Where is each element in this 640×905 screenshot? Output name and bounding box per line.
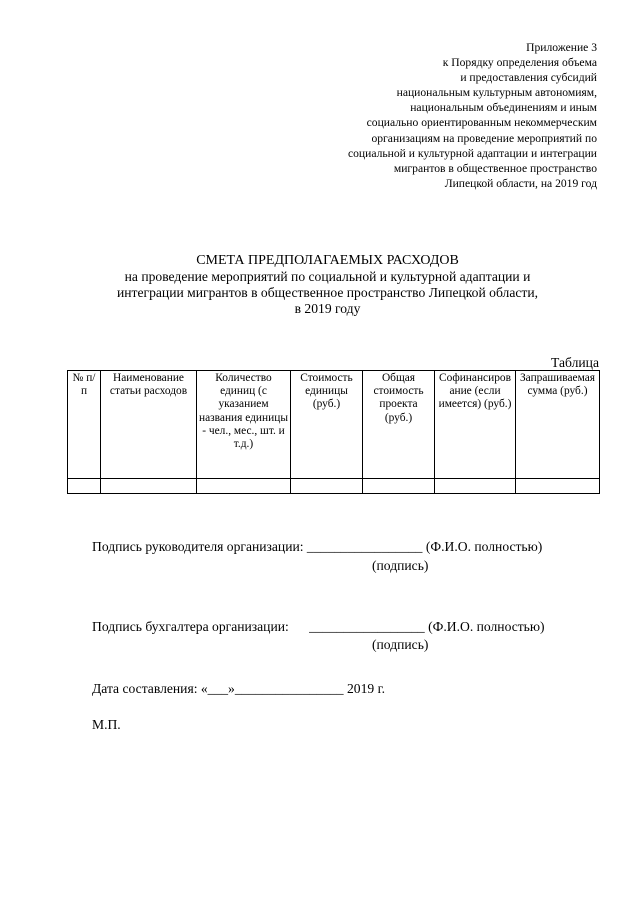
title-line: на проведение мероприятий по социальной и культурной адаптации и (124, 269, 531, 284)
title-line: интеграции мигрантов в общественное пространство Липецкой области, (117, 285, 538, 300)
table-cell (516, 479, 600, 494)
appendix-line: национальным объединениям и иным (410, 101, 597, 115)
appendix-line: Липецкой области, на 2019 год (444, 176, 597, 190)
appendix-line: национальным культурным автономиям, (396, 86, 597, 100)
document-title (80, 253, 575, 317)
header-cell-cofinancing: Софинансирование (если имеется) (руб.) (435, 371, 516, 479)
appendix-line: социальной и культурной адаптации и интеграции (347, 146, 597, 160)
accountant-signature-line: Подпись бухгалтера организации: _________________ (Ф.И.О. полностью) (92, 619, 545, 634)
date-line: Дата составления: «___»________________ 2019 г. (92, 681, 386, 696)
header-cell-requested-sum: Запрашиваемая сумма (руб.) (516, 371, 600, 479)
header-cell-total-cost: Общая стоимость проекта (руб.) (363, 371, 435, 479)
appendix-line: организациям на проведение мероприятий по (371, 131, 597, 145)
accountant-signature-caption: (подпись) (372, 637, 429, 652)
table-cell (435, 479, 516, 494)
title-line: в 2019 году (294, 301, 361, 316)
appendix-line: мигрантов в общественное пространство (393, 161, 597, 175)
stamp-placeholder: М.П. (92, 717, 121, 732)
table-header-row (68, 371, 600, 479)
table-cell (68, 479, 101, 494)
table-cell (291, 479, 363, 494)
table-cell (197, 479, 291, 494)
header-cell-item-name: Наименование статьи расходов (101, 371, 197, 479)
table-cell (363, 479, 435, 494)
title-line: СМЕТА ПРЕДПОЛАГАЕМЫХ РАСХОДОВ (196, 253, 459, 268)
head-signature-line: Подпись руководителя организации: _________________ (Ф.И.О. полностью) (92, 539, 543, 554)
appendix-line: и предоставления субсидий (460, 71, 597, 85)
estimate-table (67, 370, 600, 494)
table-row (68, 479, 600, 494)
header-cell-unit-cost: Стоимость единицы (руб.) (291, 371, 363, 479)
appendix-line: Приложение 3 (526, 41, 597, 54)
header-cell-quantity: Количество единиц (с указанием названия единицы - чел., мес., шт. и т.д.) (197, 371, 291, 479)
table-cell (101, 479, 197, 494)
table-caption: Таблица (551, 355, 599, 370)
header-cell-number: № п/п (68, 371, 101, 479)
appendix-line: социально ориентированным некоммерческим (366, 116, 597, 130)
appendix-line: к Порядку определения объема (442, 56, 597, 70)
appendix-note (277, 40, 597, 191)
head-signature-caption: (подпись) (372, 558, 429, 573)
